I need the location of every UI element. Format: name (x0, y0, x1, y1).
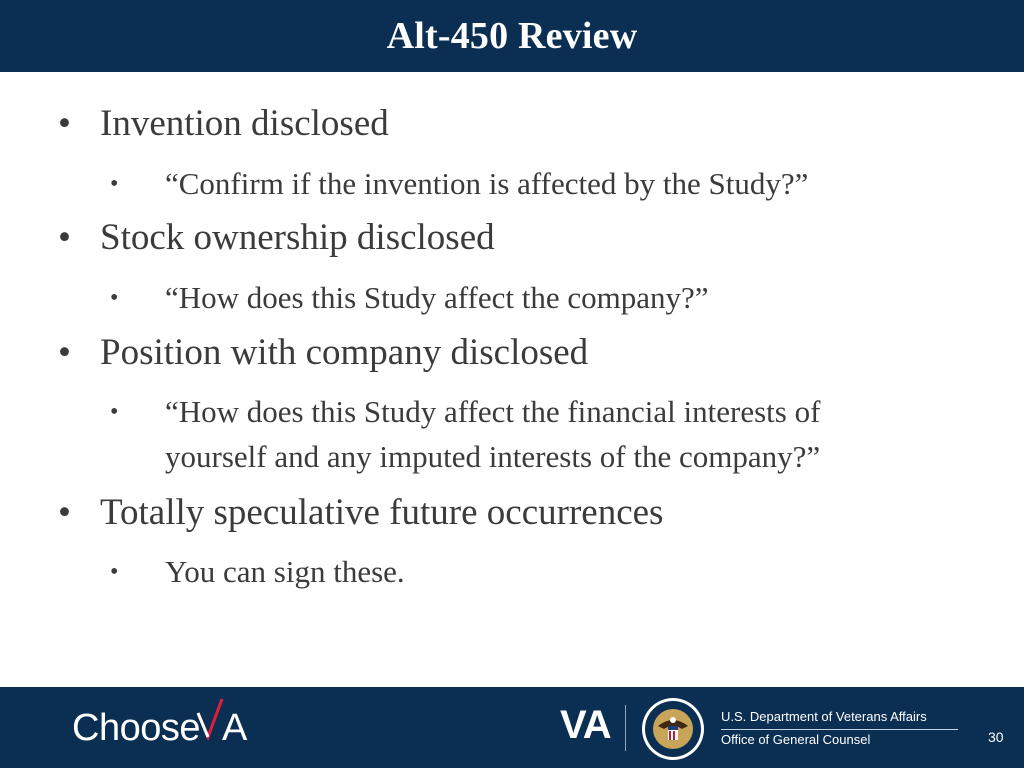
bullet-glyph: • (110, 285, 119, 311)
bullet-glyph: • (58, 492, 71, 533)
bullet-glyph: • (110, 399, 119, 425)
bullet-glyph: • (58, 103, 71, 144)
sub-bullet-text-line: “How does this Study affect the financial interests of (165, 394, 821, 429)
sub-bullet-text: “Confirm if the invention is affected by the Study?” (165, 166, 809, 201)
bullet-glyph: • (58, 217, 71, 258)
sub-bullet-text-line: yourself and any imputed interests of the company?” (165, 439, 821, 474)
choose-va-prefix: Choose (72, 707, 200, 749)
sub-bullet-text: “How does this Study affect the company?” (165, 280, 709, 315)
choose-va-logo (72, 707, 247, 750)
bullet-text: Position with company disclosed (100, 332, 589, 373)
choose-va-suffix: A (221, 707, 247, 749)
page-number: 30 (988, 729, 1004, 745)
slide-header (0, 0, 1024, 72)
office-name: Office of General Counsel (721, 732, 871, 747)
slide-footer (0, 687, 1024, 768)
bullet-glyph: • (58, 332, 71, 373)
bullet-text: Stock ownership disclosed (100, 217, 495, 258)
va-wordmark-logo: VA (560, 703, 611, 747)
bullet-text: Totally speculative future occurrences (100, 492, 664, 533)
bullet-glyph: • (110, 559, 119, 585)
footer-rule (721, 729, 958, 730)
sub-bullet-text: You can sign these. (165, 554, 405, 589)
va-seal-icon (640, 696, 706, 767)
slide-title: Alt-450 Review (386, 15, 638, 57)
bullet-text: Invention disclosed (100, 103, 389, 144)
department-name: U.S. Department of Veterans Affairs (721, 709, 927, 724)
va-checkmark-icon (200, 707, 222, 750)
footer-divider (625, 705, 626, 751)
bullet-glyph: • (110, 171, 119, 197)
